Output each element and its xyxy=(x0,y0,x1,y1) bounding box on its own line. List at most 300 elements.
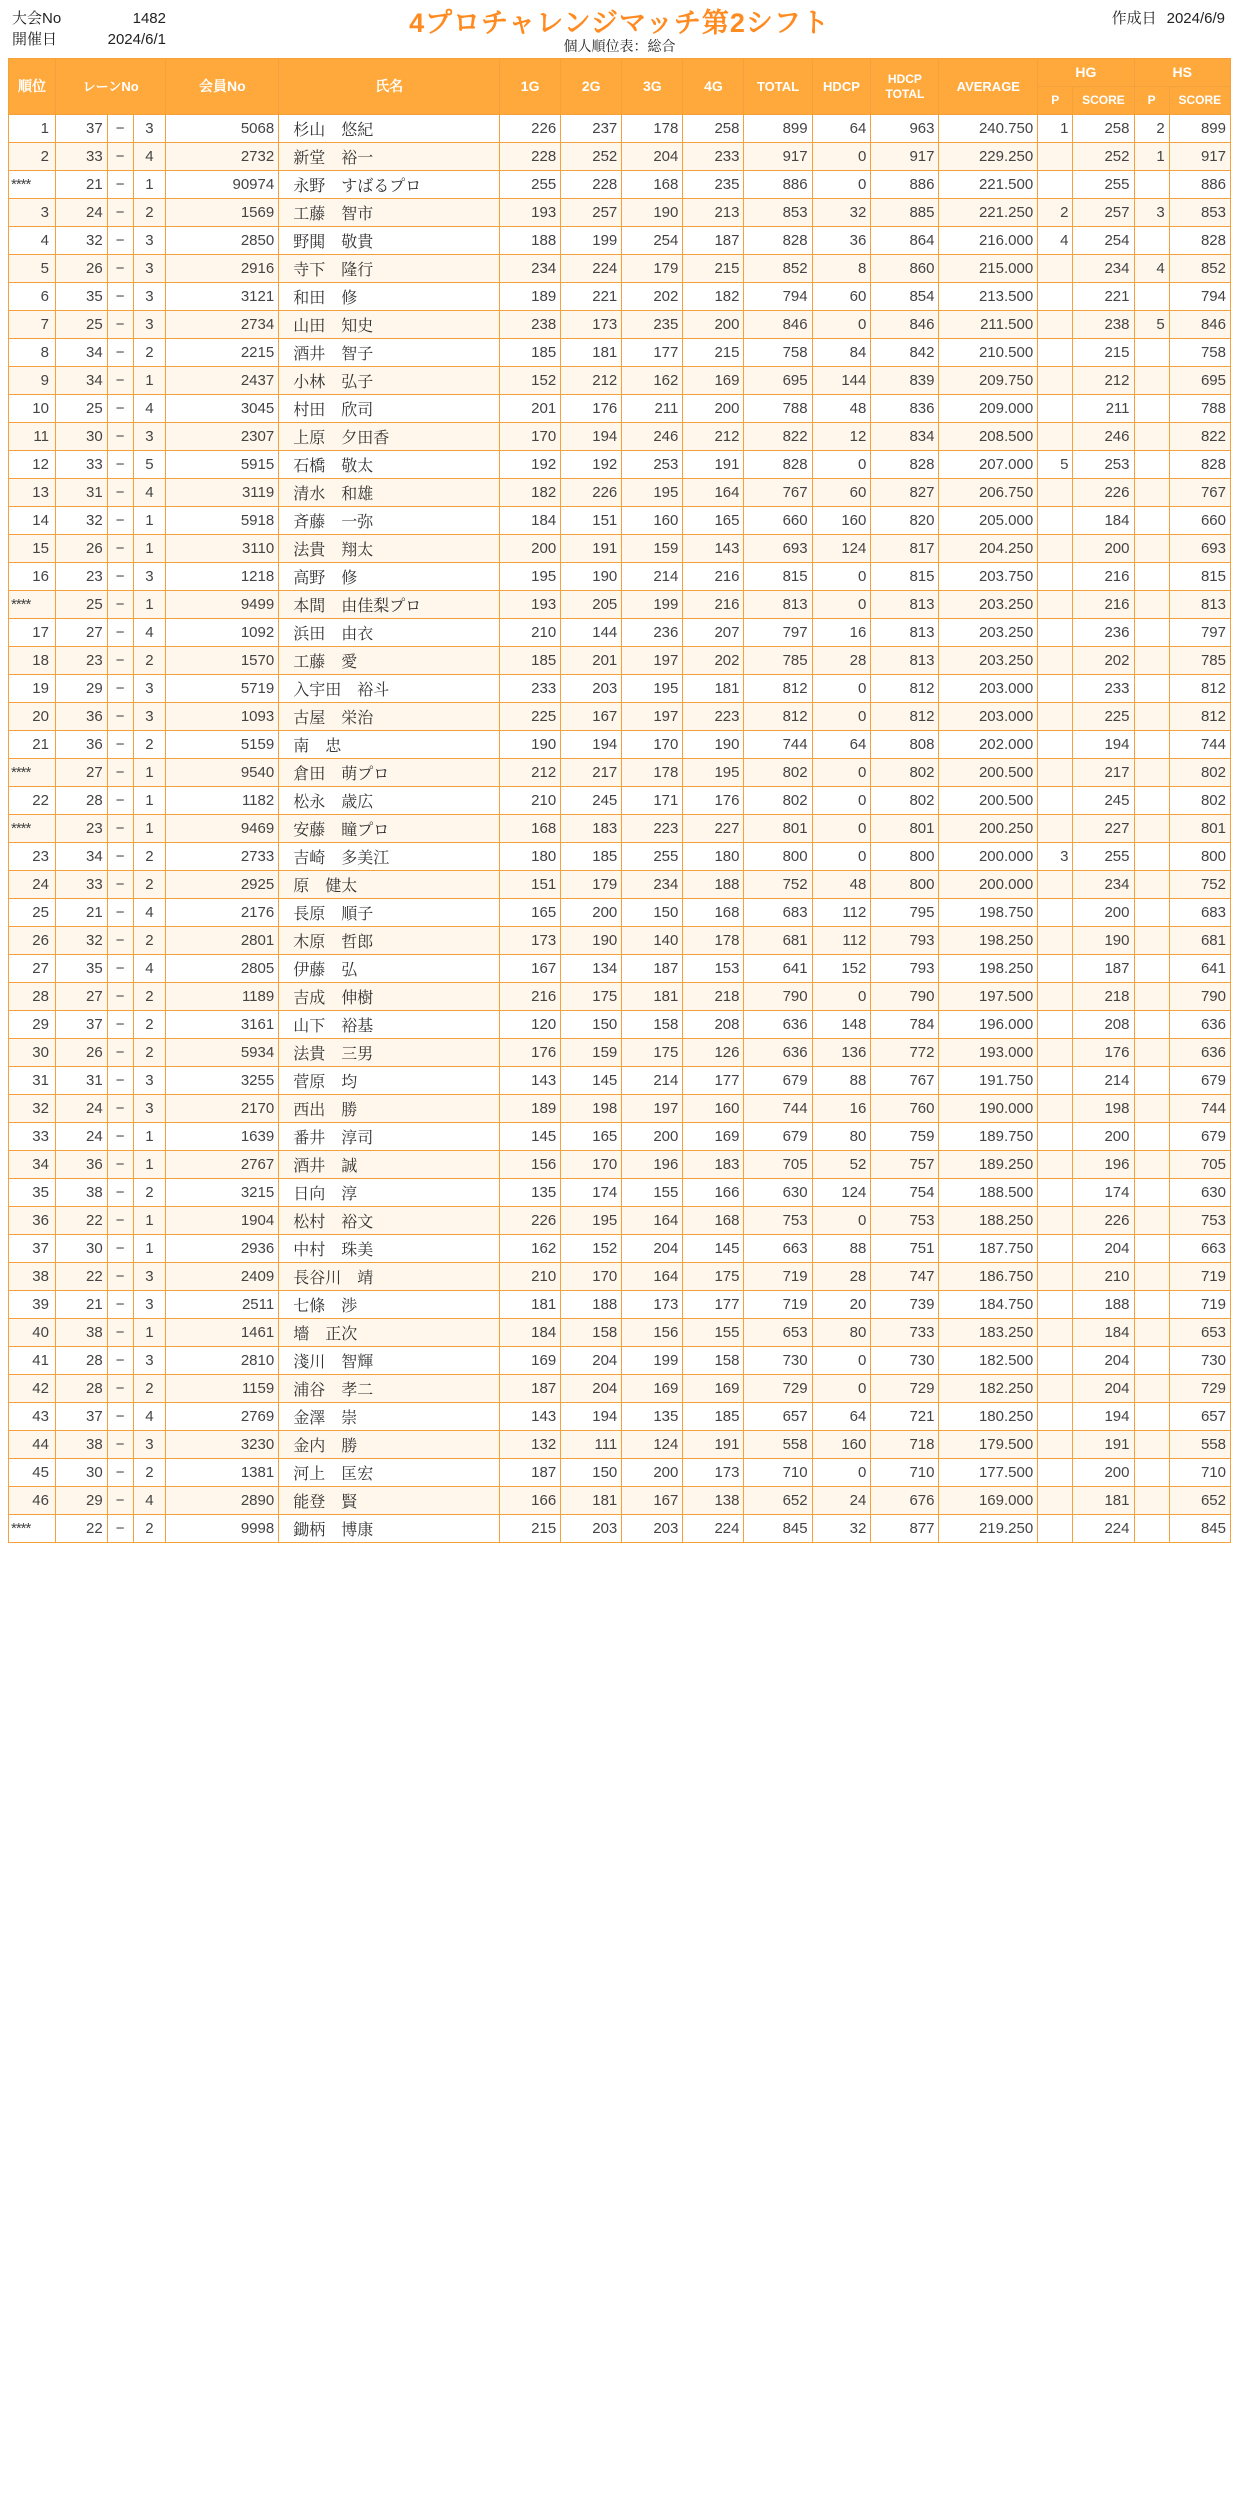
cell-member-no: 3110 xyxy=(166,535,279,563)
cell-g4: 207 xyxy=(683,619,744,647)
cell-hdcp: 148 xyxy=(812,1011,871,1039)
cell-g3: 214 xyxy=(622,563,683,591)
cell-g3: 177 xyxy=(622,339,683,367)
cell-g1: 151 xyxy=(500,871,561,899)
cell-member-no: 1189 xyxy=(166,983,279,1011)
cell-hdcp: 160 xyxy=(812,507,871,535)
cell-hg-score: 233 xyxy=(1073,675,1134,703)
cell-name: 入宇田 裕斗 xyxy=(279,675,500,703)
col-g4: 4G xyxy=(683,59,744,115)
cell-member-no: 2409 xyxy=(166,1263,279,1291)
cell-lane: 27 xyxy=(55,619,107,647)
cell-g3: 204 xyxy=(622,1235,683,1263)
cell-hg-score: 200 xyxy=(1073,1123,1134,1151)
cell-hdcp-total: 800 xyxy=(871,871,939,899)
cell-g1: 210 xyxy=(500,619,561,647)
cell-g2: 245 xyxy=(561,787,622,815)
cell-member-no: 1639 xyxy=(166,1123,279,1151)
cell-g3: 178 xyxy=(622,759,683,787)
cell-rank: 40 xyxy=(9,1319,56,1347)
cell-average: 184.750 xyxy=(939,1291,1038,1319)
cell-rank: 7 xyxy=(9,311,56,339)
cell-hs-score: 785 xyxy=(1169,647,1230,675)
cell-hs-score: 705 xyxy=(1169,1151,1230,1179)
cell-hdcp-total: 854 xyxy=(871,283,939,311)
cell-lane-dash: − xyxy=(107,507,133,535)
cell-lane: 31 xyxy=(55,479,107,507)
cell-rank: 46 xyxy=(9,1487,56,1515)
cell-rank: **** xyxy=(9,1515,56,1543)
cell-lane-no: 4 xyxy=(133,395,166,423)
cell-hg-p: 5 xyxy=(1038,451,1073,479)
cell-hg-score: 184 xyxy=(1073,1319,1134,1347)
cell-lane-dash: − xyxy=(107,731,133,759)
cell-total: 812 xyxy=(744,703,812,731)
cell-g2: 176 xyxy=(561,395,622,423)
cell-lane-no: 2 xyxy=(133,1375,166,1403)
cell-g3: 168 xyxy=(622,171,683,199)
cell-g1: 166 xyxy=(500,1487,561,1515)
cell-lane-dash: − xyxy=(107,983,133,1011)
cell-lane-no: 3 xyxy=(133,115,166,143)
cell-g3: 160 xyxy=(622,507,683,535)
table-row xyxy=(9,1095,1231,1123)
cell-hs-p xyxy=(1134,1291,1169,1319)
cell-hdcp: 0 xyxy=(812,815,871,843)
cell-g3: 211 xyxy=(622,395,683,423)
cell-hdcp: 124 xyxy=(812,1179,871,1207)
cell-hs-p xyxy=(1134,1347,1169,1375)
cell-g4: 169 xyxy=(683,1123,744,1151)
cell-hg-score: 184 xyxy=(1073,507,1134,535)
cell-hdcp-total: 808 xyxy=(871,731,939,759)
cell-hs-p xyxy=(1134,1151,1169,1179)
cell-g2: 190 xyxy=(561,927,622,955)
cell-lane-dash: − xyxy=(107,647,133,675)
cell-lane-dash: − xyxy=(107,1179,133,1207)
cell-hdcp: 88 xyxy=(812,1235,871,1263)
cell-hs-p xyxy=(1134,507,1169,535)
cell-lane-no: 1 xyxy=(133,1319,166,1347)
cell-g3: 159 xyxy=(622,535,683,563)
cell-g1: 168 xyxy=(500,815,561,843)
cell-hs-score: 653 xyxy=(1169,1319,1230,1347)
cell-g4: 145 xyxy=(683,1235,744,1263)
cell-lane-no: 2 xyxy=(133,731,166,759)
cell-average: 190.000 xyxy=(939,1095,1038,1123)
cell-g4: 216 xyxy=(683,591,744,619)
col-g2: 2G xyxy=(561,59,622,115)
cell-hdcp: 0 xyxy=(812,843,871,871)
cell-member-no: 9499 xyxy=(166,591,279,619)
header-group-row xyxy=(9,59,1231,87)
cell-g3: 234 xyxy=(622,871,683,899)
cell-hdcp-total: 759 xyxy=(871,1123,939,1151)
cell-lane: 27 xyxy=(55,983,107,1011)
cell-member-no: 1570 xyxy=(166,647,279,675)
cell-average: 179.500 xyxy=(939,1431,1038,1459)
cell-rank: 1 xyxy=(9,115,56,143)
cell-hs-p xyxy=(1134,1123,1169,1151)
cell-average: 200.500 xyxy=(939,787,1038,815)
cell-lane-dash: − xyxy=(107,955,133,983)
cell-hs-p xyxy=(1134,171,1169,199)
table-row xyxy=(9,227,1231,255)
cell-total: 753 xyxy=(744,1207,812,1235)
cell-lane-no: 2 xyxy=(133,339,166,367)
cell-member-no: 9998 xyxy=(166,1515,279,1543)
cell-hg-score: 198 xyxy=(1073,1095,1134,1123)
cell-lane-dash: − xyxy=(107,1123,133,1151)
cell-hs-p xyxy=(1134,787,1169,815)
cell-hdcp-total: 790 xyxy=(871,983,939,1011)
cell-hdcp-total: 721 xyxy=(871,1403,939,1431)
cell-g1: 185 xyxy=(500,647,561,675)
cell-lane: 28 xyxy=(55,787,107,815)
cell-hdcp-total: 839 xyxy=(871,367,939,395)
cell-hg-p xyxy=(1038,1207,1073,1235)
cell-hg-p xyxy=(1038,339,1073,367)
cell-name: 金澤 崇 xyxy=(279,1403,500,1431)
cell-g2: 191 xyxy=(561,535,622,563)
cell-lane: 33 xyxy=(55,451,107,479)
cell-lane-dash: − xyxy=(107,1347,133,1375)
cell-member-no: 1461 xyxy=(166,1319,279,1347)
cell-name: 河上 匡宏 xyxy=(279,1459,500,1487)
table-row xyxy=(9,703,1231,731)
cell-member-no: 1159 xyxy=(166,1375,279,1403)
cell-average: 207.000 xyxy=(939,451,1038,479)
cell-total: 797 xyxy=(744,619,812,647)
cell-g1: 238 xyxy=(500,311,561,339)
cell-lane-no: 3 xyxy=(133,283,166,311)
cell-hs-p xyxy=(1134,955,1169,983)
cell-g1: 120 xyxy=(500,1011,561,1039)
cell-g3: 254 xyxy=(622,227,683,255)
cell-total: 828 xyxy=(744,227,812,255)
cell-rank: 13 xyxy=(9,479,56,507)
cell-g2: 195 xyxy=(561,1207,622,1235)
cell-member-no: 2734 xyxy=(166,311,279,339)
cell-average: 210.500 xyxy=(939,339,1038,367)
cell-hg-score: 204 xyxy=(1073,1347,1134,1375)
cell-hs-score: 794 xyxy=(1169,283,1230,311)
table-row xyxy=(9,1235,1231,1263)
cell-hs-p xyxy=(1134,1403,1169,1431)
cell-g2: 170 xyxy=(561,1263,622,1291)
cell-lane-dash: − xyxy=(107,339,133,367)
table-row xyxy=(9,339,1231,367)
cell-g1: 187 xyxy=(500,1375,561,1403)
cell-hs-score: 767 xyxy=(1169,479,1230,507)
cell-hdcp-total: 733 xyxy=(871,1319,939,1347)
cell-hdcp: 32 xyxy=(812,199,871,227)
cell-hdcp: 64 xyxy=(812,1403,871,1431)
cell-lane: 21 xyxy=(55,899,107,927)
cell-g4: 195 xyxy=(683,759,744,787)
cell-lane-no: 3 xyxy=(133,311,166,339)
col-hdcp-total xyxy=(871,59,939,115)
cell-member-no: 3230 xyxy=(166,1431,279,1459)
cell-g3: 150 xyxy=(622,899,683,927)
cell-lane-no: 3 xyxy=(133,1431,166,1459)
cell-lane: 25 xyxy=(55,395,107,423)
table-row xyxy=(9,1487,1231,1515)
cell-hg-score: 226 xyxy=(1073,1207,1134,1235)
tournament-no-value: 1482 xyxy=(132,10,166,27)
cell-lane: 31 xyxy=(55,1067,107,1095)
cell-g2: 173 xyxy=(561,311,622,339)
cell-g1: 165 xyxy=(500,899,561,927)
cell-hg-p xyxy=(1038,1095,1073,1123)
col-g3: 3G xyxy=(622,59,683,115)
cell-g1: 225 xyxy=(500,703,561,731)
cell-average: 188.250 xyxy=(939,1207,1038,1235)
cell-hdcp: 16 xyxy=(812,619,871,647)
cell-g2: 167 xyxy=(561,703,622,731)
cell-hs-score: 797 xyxy=(1169,619,1230,647)
cell-g2: 179 xyxy=(561,871,622,899)
cell-g4: 200 xyxy=(683,311,744,339)
cell-average: 169.000 xyxy=(939,1487,1038,1515)
cell-g3: 200 xyxy=(622,1459,683,1487)
cell-hs-score: 730 xyxy=(1169,1347,1230,1375)
cell-lane: 37 xyxy=(55,1011,107,1039)
table-body xyxy=(9,115,1231,1543)
cell-total: 719 xyxy=(744,1263,812,1291)
cell-rank: 34 xyxy=(9,1151,56,1179)
cell-hg-p xyxy=(1038,955,1073,983)
cell-lane-dash: − xyxy=(107,591,133,619)
cell-hdcp-total: 802 xyxy=(871,787,939,815)
col-average: AVERAGE xyxy=(939,59,1038,115)
cell-hg-p xyxy=(1038,619,1073,647)
cell-hs-p xyxy=(1134,1011,1169,1039)
cell-hg-p xyxy=(1038,787,1073,815)
cell-member-no: 2170 xyxy=(166,1095,279,1123)
cell-g4: 185 xyxy=(683,1403,744,1431)
cell-hg-p xyxy=(1038,171,1073,199)
cell-total: 785 xyxy=(744,647,812,675)
cell-lane-no: 3 xyxy=(133,227,166,255)
cell-lane: 22 xyxy=(55,1207,107,1235)
cell-g3: 253 xyxy=(622,451,683,479)
cell-hg-score: 194 xyxy=(1073,731,1134,759)
cell-hs-p: 1 xyxy=(1134,143,1169,171)
cell-average: 209.000 xyxy=(939,395,1038,423)
cell-hg-score: 257 xyxy=(1073,199,1134,227)
cell-g2: 151 xyxy=(561,507,622,535)
cell-hdcp: 0 xyxy=(812,703,871,731)
cell-g1: 234 xyxy=(500,255,561,283)
cell-lane-dash: − xyxy=(107,1039,133,1067)
cell-hg-p xyxy=(1038,479,1073,507)
cell-name: 斉藤 一弥 xyxy=(279,507,500,535)
cell-g1: 226 xyxy=(500,115,561,143)
cell-name: 本間 由佳梨プロ xyxy=(279,591,500,619)
cell-rank: 43 xyxy=(9,1403,56,1431)
cell-g3: 178 xyxy=(622,115,683,143)
cell-hg-p xyxy=(1038,591,1073,619)
cell-hdcp: 48 xyxy=(812,871,871,899)
cell-rank: 2 xyxy=(9,143,56,171)
cell-rank: 24 xyxy=(9,871,56,899)
cell-hdcp-total: 747 xyxy=(871,1263,939,1291)
page-header xyxy=(8,6,1231,58)
cell-rank: 11 xyxy=(9,423,56,451)
tournament-no-label: 大会No xyxy=(12,10,62,27)
cell-lane-no: 3 xyxy=(133,1263,166,1291)
cell-hs-p xyxy=(1134,227,1169,255)
cell-g2: 194 xyxy=(561,423,622,451)
cell-lane-no: 1 xyxy=(133,507,166,535)
cell-hdcp-total: 817 xyxy=(871,535,939,563)
cell-g4: 227 xyxy=(683,815,744,843)
cell-g4: 182 xyxy=(683,283,744,311)
cell-hdcp: 0 xyxy=(812,1207,871,1235)
cell-average: 219.250 xyxy=(939,1515,1038,1543)
event-date-value: 2024/6/1 xyxy=(107,31,166,48)
cell-hdcp: 0 xyxy=(812,759,871,787)
cell-hdcp-total: 828 xyxy=(871,451,939,479)
cell-hs-score: 641 xyxy=(1169,955,1230,983)
cell-hg-p xyxy=(1038,535,1073,563)
cell-g4: 215 xyxy=(683,255,744,283)
cell-total: 657 xyxy=(744,1403,812,1431)
cell-hg-p xyxy=(1038,815,1073,843)
cell-lane-no: 2 xyxy=(133,871,166,899)
cell-member-no: 2936 xyxy=(166,1235,279,1263)
cell-total: 815 xyxy=(744,563,812,591)
cell-g3: 195 xyxy=(622,479,683,507)
table-row xyxy=(9,115,1231,143)
table-row xyxy=(9,675,1231,703)
table-row xyxy=(9,1515,1231,1543)
cell-lane-no: 1 xyxy=(133,815,166,843)
cell-member-no: 5719 xyxy=(166,675,279,703)
cell-lane-dash: − xyxy=(107,1011,133,1039)
cell-hg-score: 224 xyxy=(1073,1515,1134,1543)
cell-member-no: 2307 xyxy=(166,423,279,451)
cell-lane: 35 xyxy=(55,955,107,983)
cell-hg-p xyxy=(1038,1067,1073,1095)
cell-lane: 24 xyxy=(55,1095,107,1123)
cell-lane-no: 3 xyxy=(133,703,166,731)
cell-lane-dash: − xyxy=(107,1459,133,1487)
cell-lane-dash: − xyxy=(107,1515,133,1543)
cell-average: 180.250 xyxy=(939,1403,1038,1431)
cell-member-no: 2511 xyxy=(166,1291,279,1319)
cell-hdcp: 32 xyxy=(812,1515,871,1543)
cell-g1: 192 xyxy=(500,451,561,479)
cell-total: 652 xyxy=(744,1487,812,1515)
cell-total: 695 xyxy=(744,367,812,395)
cell-rank: 12 xyxy=(9,451,56,479)
created-date xyxy=(1112,8,1225,29)
cell-hs-p: 2 xyxy=(1134,115,1169,143)
cell-hg-p xyxy=(1038,507,1073,535)
cell-g2: 221 xyxy=(561,283,622,311)
cell-total: 886 xyxy=(744,171,812,199)
cell-average: 213.500 xyxy=(939,283,1038,311)
cell-hg-score: 174 xyxy=(1073,1179,1134,1207)
cell-hg-score: 187 xyxy=(1073,955,1134,983)
cell-name: 寺下 隆行 xyxy=(279,255,500,283)
cell-member-no: 2733 xyxy=(166,843,279,871)
col-hs-group: HS xyxy=(1134,59,1231,87)
cell-total: 558 xyxy=(744,1431,812,1459)
cell-g1: 193 xyxy=(500,199,561,227)
cell-lane-no: 2 xyxy=(133,1179,166,1207)
cell-g1: 170 xyxy=(500,423,561,451)
cell-rank: 42 xyxy=(9,1375,56,1403)
cell-g4: 216 xyxy=(683,563,744,591)
cell-hs-score: 788 xyxy=(1169,395,1230,423)
cell-rank: 4 xyxy=(9,227,56,255)
cell-total: 705 xyxy=(744,1151,812,1179)
cell-g3: 175 xyxy=(622,1039,683,1067)
cell-hs-score: 683 xyxy=(1169,899,1230,927)
cell-hdcp-total: 676 xyxy=(871,1487,939,1515)
table-row xyxy=(9,1431,1231,1459)
cell-lane-no: 5 xyxy=(133,451,166,479)
table-row xyxy=(9,759,1231,787)
cell-g1: 162 xyxy=(500,1235,561,1263)
cell-hg-p xyxy=(1038,759,1073,787)
cell-g2: 190 xyxy=(561,563,622,591)
cell-member-no: 1182 xyxy=(166,787,279,815)
cell-lane-no: 2 xyxy=(133,983,166,1011)
col-member: 会員No xyxy=(166,59,279,115)
table-row xyxy=(9,311,1231,339)
table-row xyxy=(9,1207,1231,1235)
cell-rank: 23 xyxy=(9,843,56,871)
cell-lane-dash: − xyxy=(107,423,133,451)
cell-name: 墻 正次 xyxy=(279,1319,500,1347)
cell-rank: 27 xyxy=(9,955,56,983)
cell-g4: 235 xyxy=(683,171,744,199)
cell-lane-no: 3 xyxy=(133,1347,166,1375)
cell-hdcp-total: 860 xyxy=(871,255,939,283)
cell-rank: **** xyxy=(9,591,56,619)
cell-hg-score: 188 xyxy=(1073,1291,1134,1319)
cell-rank: 5 xyxy=(9,255,56,283)
cell-hg-score: 217 xyxy=(1073,759,1134,787)
cell-lane-dash: − xyxy=(107,143,133,171)
cell-lane-dash: − xyxy=(107,759,133,787)
cell-member-no: 3215 xyxy=(166,1179,279,1207)
cell-hdcp: 88 xyxy=(812,1067,871,1095)
cell-name: 和田 修 xyxy=(279,283,500,311)
cell-hdcp-total: 729 xyxy=(871,1375,939,1403)
cell-member-no: 1904 xyxy=(166,1207,279,1235)
cell-average: 200.000 xyxy=(939,871,1038,899)
cell-lane: 30 xyxy=(55,423,107,451)
cell-rank: 39 xyxy=(9,1291,56,1319)
cell-g4: 208 xyxy=(683,1011,744,1039)
cell-lane-no: 2 xyxy=(133,1459,166,1487)
cell-g4: 175 xyxy=(683,1263,744,1291)
cell-g1: 233 xyxy=(500,675,561,703)
cell-hdcp-total: 820 xyxy=(871,507,939,535)
cell-hdcp: 48 xyxy=(812,395,871,423)
cell-name: 日向 淳 xyxy=(279,1179,500,1207)
cell-lane-no: 3 xyxy=(133,255,166,283)
cell-total: 744 xyxy=(744,1095,812,1123)
cell-g3: 158 xyxy=(622,1011,683,1039)
cell-lane-dash: − xyxy=(107,171,133,199)
cell-g4: 173 xyxy=(683,1459,744,1487)
